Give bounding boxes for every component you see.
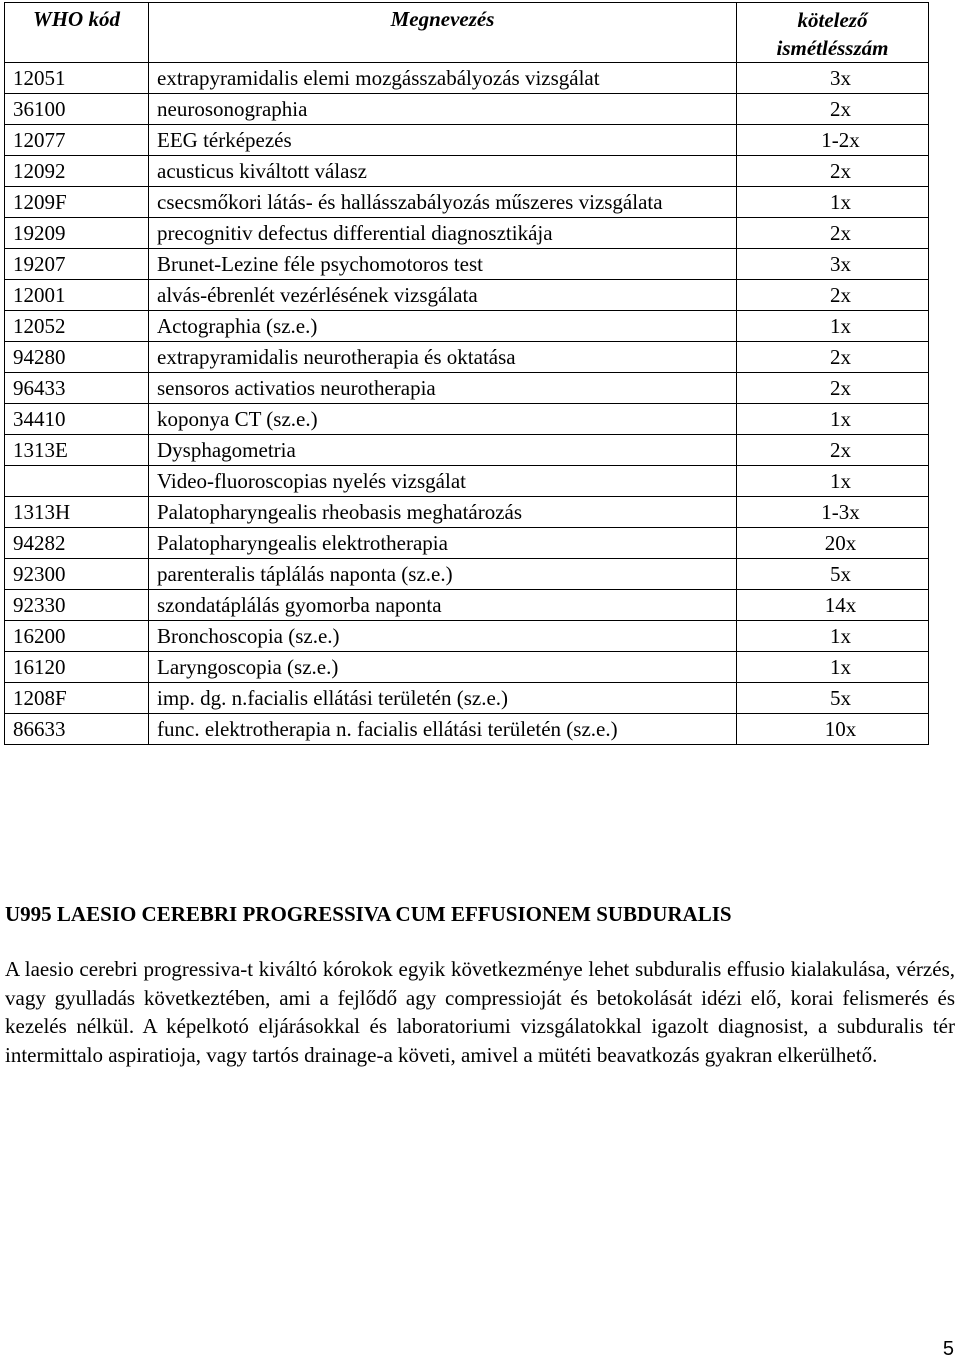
code-cell: 12052 — [5, 311, 149, 342]
code-cell: 36100 — [5, 94, 149, 125]
table-row — [5, 559, 929, 590]
table-row — [5, 435, 929, 466]
code-cell: 94282 — [5, 528, 149, 559]
table-row — [5, 621, 929, 652]
count-cell: 2x — [737, 94, 929, 125]
code-cell: 1208F — [5, 683, 149, 714]
code-cell: 16120 — [5, 652, 149, 683]
name-cell: extrapyramidalis neurotherapia és oktatása — [149, 342, 737, 373]
table-row — [5, 187, 929, 218]
table-row — [5, 652, 929, 683]
count-cell: 2x — [737, 435, 929, 466]
count-cell: 5x — [737, 559, 929, 590]
table-row — [5, 714, 929, 745]
table-row — [5, 404, 929, 435]
count-cell: 14x — [737, 590, 929, 621]
page-number: 5 — [942, 1338, 954, 1360]
count-cell: 20x — [737, 528, 929, 559]
count-cell: 2x — [737, 218, 929, 249]
name-cell: neurosonographia — [149, 94, 737, 125]
count-cell: 1x — [737, 187, 929, 218]
table-header-row — [5, 3, 929, 63]
code-cell: 96433 — [5, 373, 149, 404]
table-row — [5, 94, 929, 125]
table-row — [5, 125, 929, 156]
code-cell: 12077 — [5, 125, 149, 156]
code-cell: 12001 — [5, 280, 149, 311]
name-cell: precognitiv defectus differential diagnosztikája — [149, 218, 737, 249]
table-row — [5, 466, 929, 497]
code-cell: 94280 — [5, 342, 149, 373]
table-row — [5, 218, 929, 249]
table-row — [5, 528, 929, 559]
count-cell: 2x — [737, 156, 929, 187]
table-row — [5, 590, 929, 621]
count-cell: 1x — [737, 311, 929, 342]
code-cell: 86633 — [5, 714, 149, 745]
name-cell: EEG térképezés — [149, 125, 737, 156]
name-cell: sensoros activatios neurotherapia — [149, 373, 737, 404]
name-cell: koponya CT (sz.e.) — [149, 404, 737, 435]
table-body — [5, 63, 929, 745]
name-cell: Actographia (sz.e.) — [149, 311, 737, 342]
section-body-paragraph: A laesio cerebri progressiva-t kiváltó kórokok egyik következménye lehet subduralis effusio kialakulása, vérzés, vagy gyulladás következtében, ami a fejlődő agy compressioját és betokolását idézi elő, korai felismerés és kezelés nélkül. A képelkotó eljárásokkal és laboratoriumi vizsgálatokkal igazolt diagnosist, a subduralis tér intermittalo aspiratioja, vagy tartós drainage-a követi, amivel a mütéti beavatkozás gyakran elkerülhető. — [5, 957, 955, 1067]
name-cell: func. elektrotherapia n. facialis ellátási területén (sz.e.) — [149, 714, 737, 745]
code-cell: 19209 — [5, 218, 149, 249]
name-cell: alvás-ébrenlét vezérlésének vizsgálata — [149, 280, 737, 311]
table-row — [5, 683, 929, 714]
section-heading: U995 LAESIO CEREBRI PROGRESSIVA CUM EFFUSIONEM SUBDURALIS — [5, 902, 732, 926]
name-cell: csecsmőkori látás- és hallásszabályozás műszeres vizsgálata — [149, 187, 737, 218]
name-cell: acusticus kiváltott válasz — [149, 156, 737, 187]
table-row — [5, 373, 929, 404]
code-cell: 1313H — [5, 497, 149, 528]
code-cell — [5, 466, 149, 497]
count-cell: 5x — [737, 683, 929, 714]
name-cell: Bronchoscopia (sz.e.) — [149, 621, 737, 652]
table-row — [5, 63, 929, 94]
table-row — [5, 249, 929, 280]
name-cell: parenteralis táplálás naponta (sz.e.) — [149, 559, 737, 590]
name-cell: extrapyramidalis elemi mozgásszabályozás vizsgálat — [149, 63, 737, 94]
count-cell: 2x — [737, 280, 929, 311]
code-cell: 92300 — [5, 559, 149, 590]
table-row — [5, 156, 929, 187]
name-cell: Brunet-Lezine féle psychomotoros test — [149, 249, 737, 280]
name-cell: Laryngoscopia (sz.e.) — [149, 652, 737, 683]
count-cell: 1x — [737, 404, 929, 435]
count-cell: 1-2x — [737, 125, 929, 156]
count-cell: 1x — [737, 466, 929, 497]
code-cell: 92330 — [5, 590, 149, 621]
code-cell: 19207 — [5, 249, 149, 280]
count-cell: 1x — [737, 652, 929, 683]
header-who-code: WHO kód — [5, 3, 149, 63]
count-cell: 10x — [737, 714, 929, 745]
table-row — [5, 311, 929, 342]
code-cell: 34410 — [5, 404, 149, 435]
count-cell: 1-3x — [737, 497, 929, 528]
count-cell: 3x — [737, 63, 929, 94]
table-row — [5, 280, 929, 311]
name-cell: Dysphagometria — [149, 435, 737, 466]
count-cell: 3x — [737, 249, 929, 280]
header-name: Megnevezés — [149, 3, 737, 63]
code-cell: 1209F — [5, 187, 149, 218]
name-cell: Palatopharyngealis rheobasis meghatározás — [149, 497, 737, 528]
table-row — [5, 497, 929, 528]
count-cell: 2x — [737, 373, 929, 404]
name-cell: imp. dg. n.facialis ellátási területén (sz.e.) — [149, 683, 737, 714]
table-row — [5, 342, 929, 373]
procedure-table — [4, 2, 929, 745]
name-cell: szondatáplálás gyomorba naponta — [149, 590, 737, 621]
name-cell: Video-fluoroscopias nyelés vizsgálat — [149, 466, 737, 497]
code-cell: 12051 — [5, 63, 149, 94]
code-cell: 16200 — [5, 621, 149, 652]
header-required-count: kötelező ismétlésszám — [737, 3, 929, 63]
code-cell: 12092 — [5, 156, 149, 187]
code-cell: 1313E — [5, 435, 149, 466]
count-cell: 1x — [737, 621, 929, 652]
count-cell: 2x — [737, 342, 929, 373]
name-cell: Palatopharyngealis elektrotherapia — [149, 528, 737, 559]
